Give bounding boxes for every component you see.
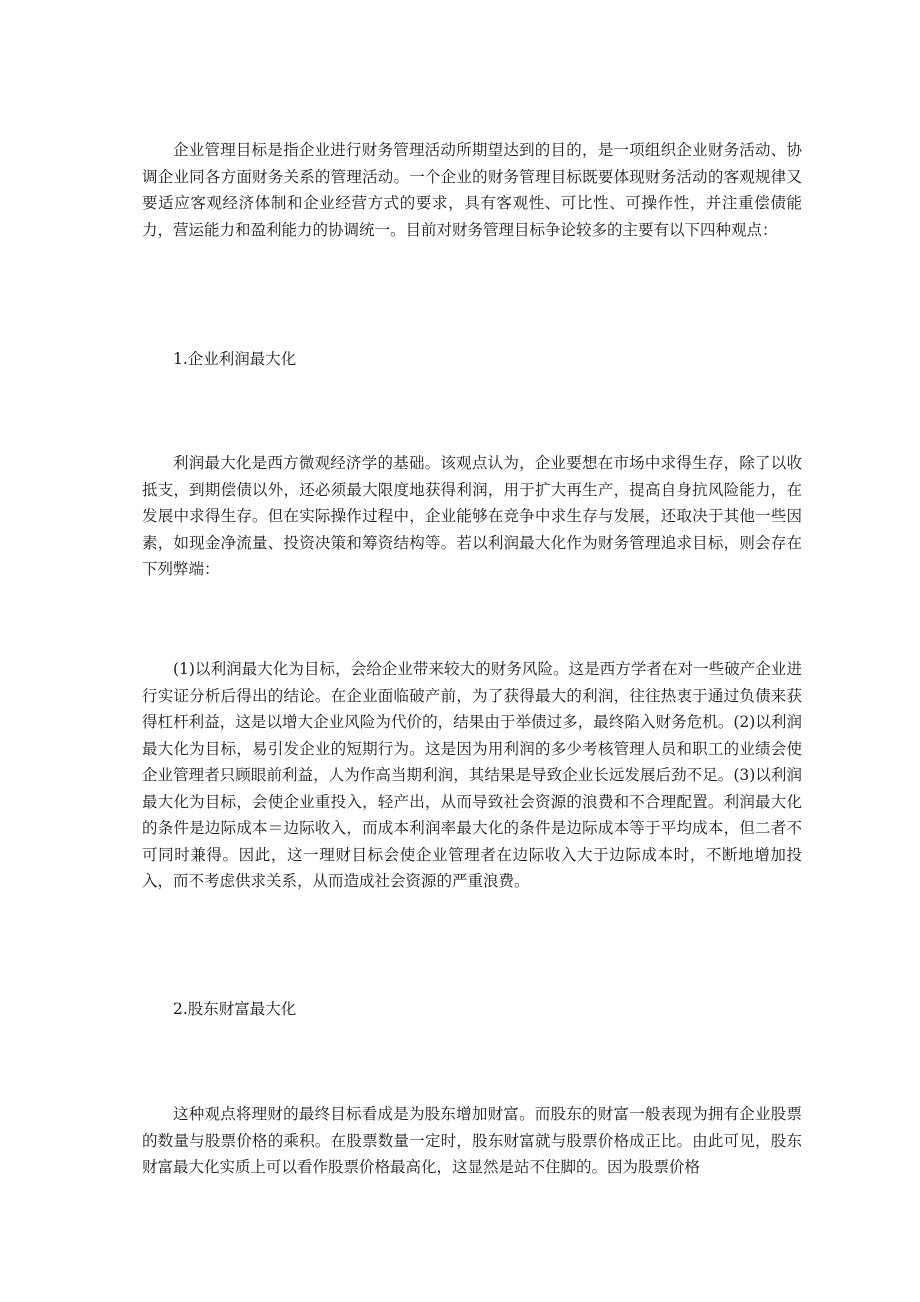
section-heading-shareholder-wealth: 2.股东财富最大化 (173, 1000, 297, 1018)
profit-maximization-drawbacks-paragraph: (1)以利润最大化为目标，会给企业带来较大的财务风险。这是西方学者在对一些破产企业进行实证分析后得出的结论。在企业面临破产前，为了获得最大的利润，往往热衷于通过负债来获得杠杆利益，这是以增大企业风险为代价的，结果由于举债过多，最终陷入财务危机。(2)以利润最大化为目标，易引发企业的短期行为。这是因为用利润的多少考核管理人员和职工的业绩会使企业管理者只顾眼前利益，人为作高当期利润，其结果是导致企业长远发展后劲不足。(3)以利润最大化为目标，会使企业重投入，轻产出，从而导致社会资源的浪费和不合理配置。利润最大化的条件是边际成本＝边际收入，而成本利润率最大化的条件是边际成本等于平均成本，但二者不可同时兼得。因此，这一理财目标会使企业管理者在边际收入大于边际成本时，不断地增加投入，而不考虑供求关系，从而造成社会资源的严重浪费。 (142, 660, 802, 890)
shareholder-wealth-paragraph: 这种观点将理财的最终目标看成是为股东增加财富。而股东的财富一般表现为拥有企业股票的数量与股票价格的乘积。在股票数量一定时，股东财富就与股票价格成正比。由此可见，股东财富最大化实质上可以看作股票价格最高化，这显然是站不住脚的。因为股票价格 (142, 1105, 802, 1176)
section-heading-profit-maximization: 1.企业利润最大化 (173, 350, 297, 368)
intro-paragraph: 企业管理目标是指企业进行财务管理活动所期望达到的目的，是一项组织企业财务活动、协调企业同各方面财务关系的管理活动。一个企业的财务管理目标既要体现财务活动的客观规律又要适应客观经济体制和企业经营方式的要求，具有客观性、可比性、可操作性，并注重偿债能力，营运能力和盈利能力的协调统一。目前对财务管理目标争论较多的主要有以下四种观点： (142, 141, 802, 239)
profit-maximization-paragraph: 利润最大化是西方微观经济学的基础。该观点认为，企业要想在市场中求得生存，除了以收抵支，到期偿债以外，还必须最大限度地获得利润，用于扩大再生产，提高自身抗风险能力，在发展中求得生存。但在实际操作过程中，企业能够在竞争中求生存与发展，还取决于其他一些因素，如现金净流量、投资决策和筹资结构等。若以利润最大化作为财务管理追求目标，则会存在下列弊端： (142, 454, 802, 578)
